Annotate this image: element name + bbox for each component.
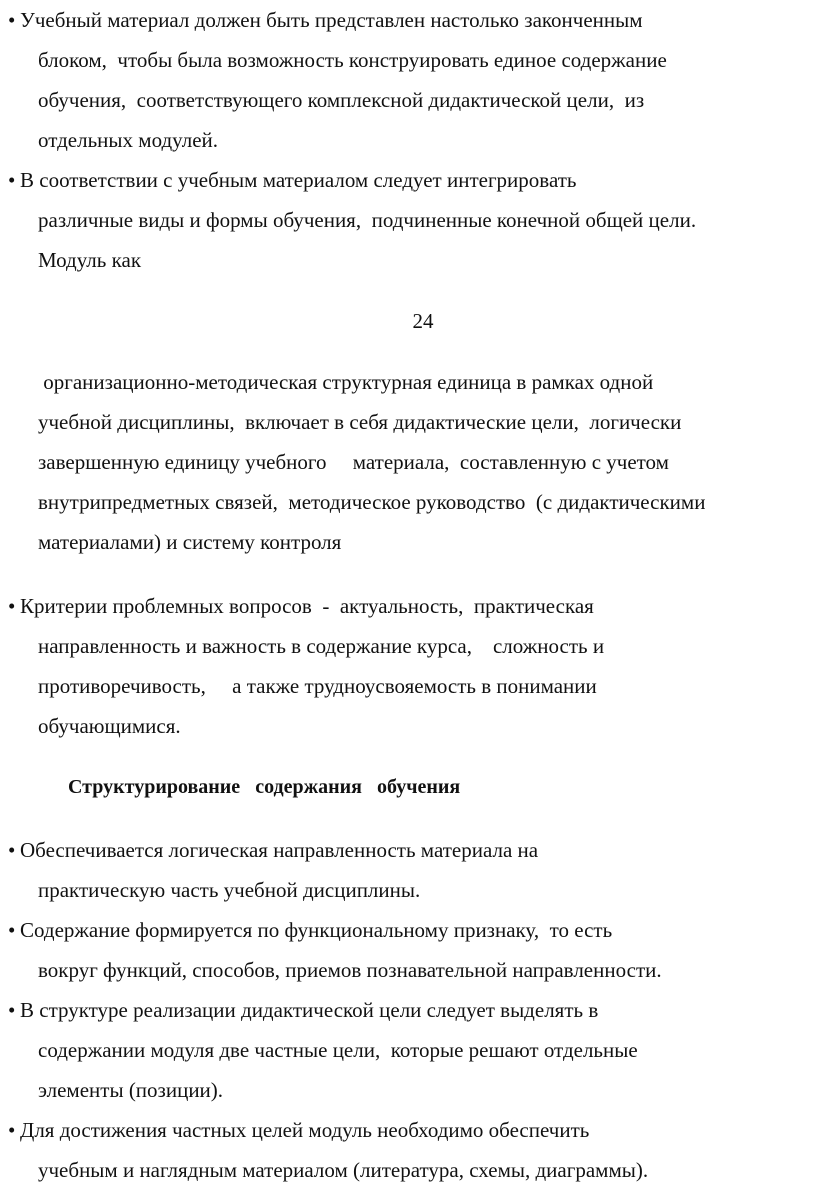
paragraph-line-4: внутрипредметных связей, методическое руководство (с дидактическими (38, 490, 706, 514)
paragraph-line-5: материалами) и систему контроля (38, 530, 342, 554)
bullet-item-6-line-3: элементы (позиции). (38, 1078, 224, 1102)
bullet-item-3-line-1: • Критерии проблемных вопросов - актуальность, практическая (4, 586, 794, 626)
bullet-item-5-line-1: • Содержание формируется по функциональному признаку, то есть (4, 910, 794, 950)
bullet-item-1-line-1: • Учебный материал должен быть представлен настолько законченным (4, 0, 794, 40)
bullet-glyph: • (8, 8, 16, 32)
bullet-glyph: • (8, 168, 16, 192)
section-1 (4, 0, 794, 280)
bullet-item-1-line-2: блоком, чтобы была возможность конструировать единое содержание (38, 48, 667, 72)
section-2 (4, 362, 794, 562)
bullet-item-3-line-3: противоречивость, а также трудноусвояемость в понимании (38, 674, 597, 698)
paragraph-line-3: завершенную единицу учебного материала, составленную с учетом (38, 450, 669, 474)
page-number: 24 (412, 309, 434, 333)
bullet-item-4-line-1: • Обеспечивается логическая направленность материала на (4, 830, 794, 870)
section-heading: Структурирование содержания обучения (68, 776, 461, 798)
bullet-item-2-line-2: различные виды и формы обучения, подчиненные конечной общей цели. (38, 208, 697, 232)
bullet-item-6-line-2: содержании модуля две частные цели, которые решают отдельные (38, 1038, 638, 1062)
bullet-item-1-line-3: обучения, соответствующего комплексной дидактической цели, из (38, 88, 645, 112)
bullet-item-2-line-3: Модуль как (38, 248, 142, 272)
bullet-item-6-line-1: • В структуре реализации дидактической цели следует выделять в (4, 990, 794, 1030)
bullet-glyph: • (8, 918, 16, 942)
bullet-item-5-line-2: вокруг функций, способов, приемов познавательной направленности. (38, 958, 662, 982)
section-4 (4, 830, 794, 1190)
bullet-item-1-line-4: отдельных модулей. (38, 128, 219, 152)
bullet-item-3-line-4: обучающимися. (38, 714, 181, 738)
bullet-glyph: • (8, 998, 16, 1022)
bullet-item-4-line-2: практическую часть учебной дисциплины. (38, 878, 421, 902)
bullet-glyph: • (8, 594, 16, 618)
bullet-item-7-line-2: учебным и наглядным материалом (литература, схемы, диаграммы). (38, 1158, 649, 1182)
paragraph-line-1: организационно-методическая структурная единица в рамках одной (38, 370, 654, 394)
bullet-item-3-line-2: направленность и важность в содержание курса, сложность и (38, 634, 605, 658)
bullet-glyph: • (8, 1118, 16, 1142)
section-3 (4, 586, 794, 746)
bullet-glyph: • (8, 838, 16, 862)
bullet-item-2-line-1: • В соответствии с учебным материалом следует интегрировать (4, 160, 794, 200)
bullet-item-7-line-1: • Для достижения частных целей модуль необходимо обеспечить (4, 1110, 794, 1150)
paragraph-line-2: учебной дисциплины, включает в себя дидактические цели, логически (38, 410, 682, 434)
